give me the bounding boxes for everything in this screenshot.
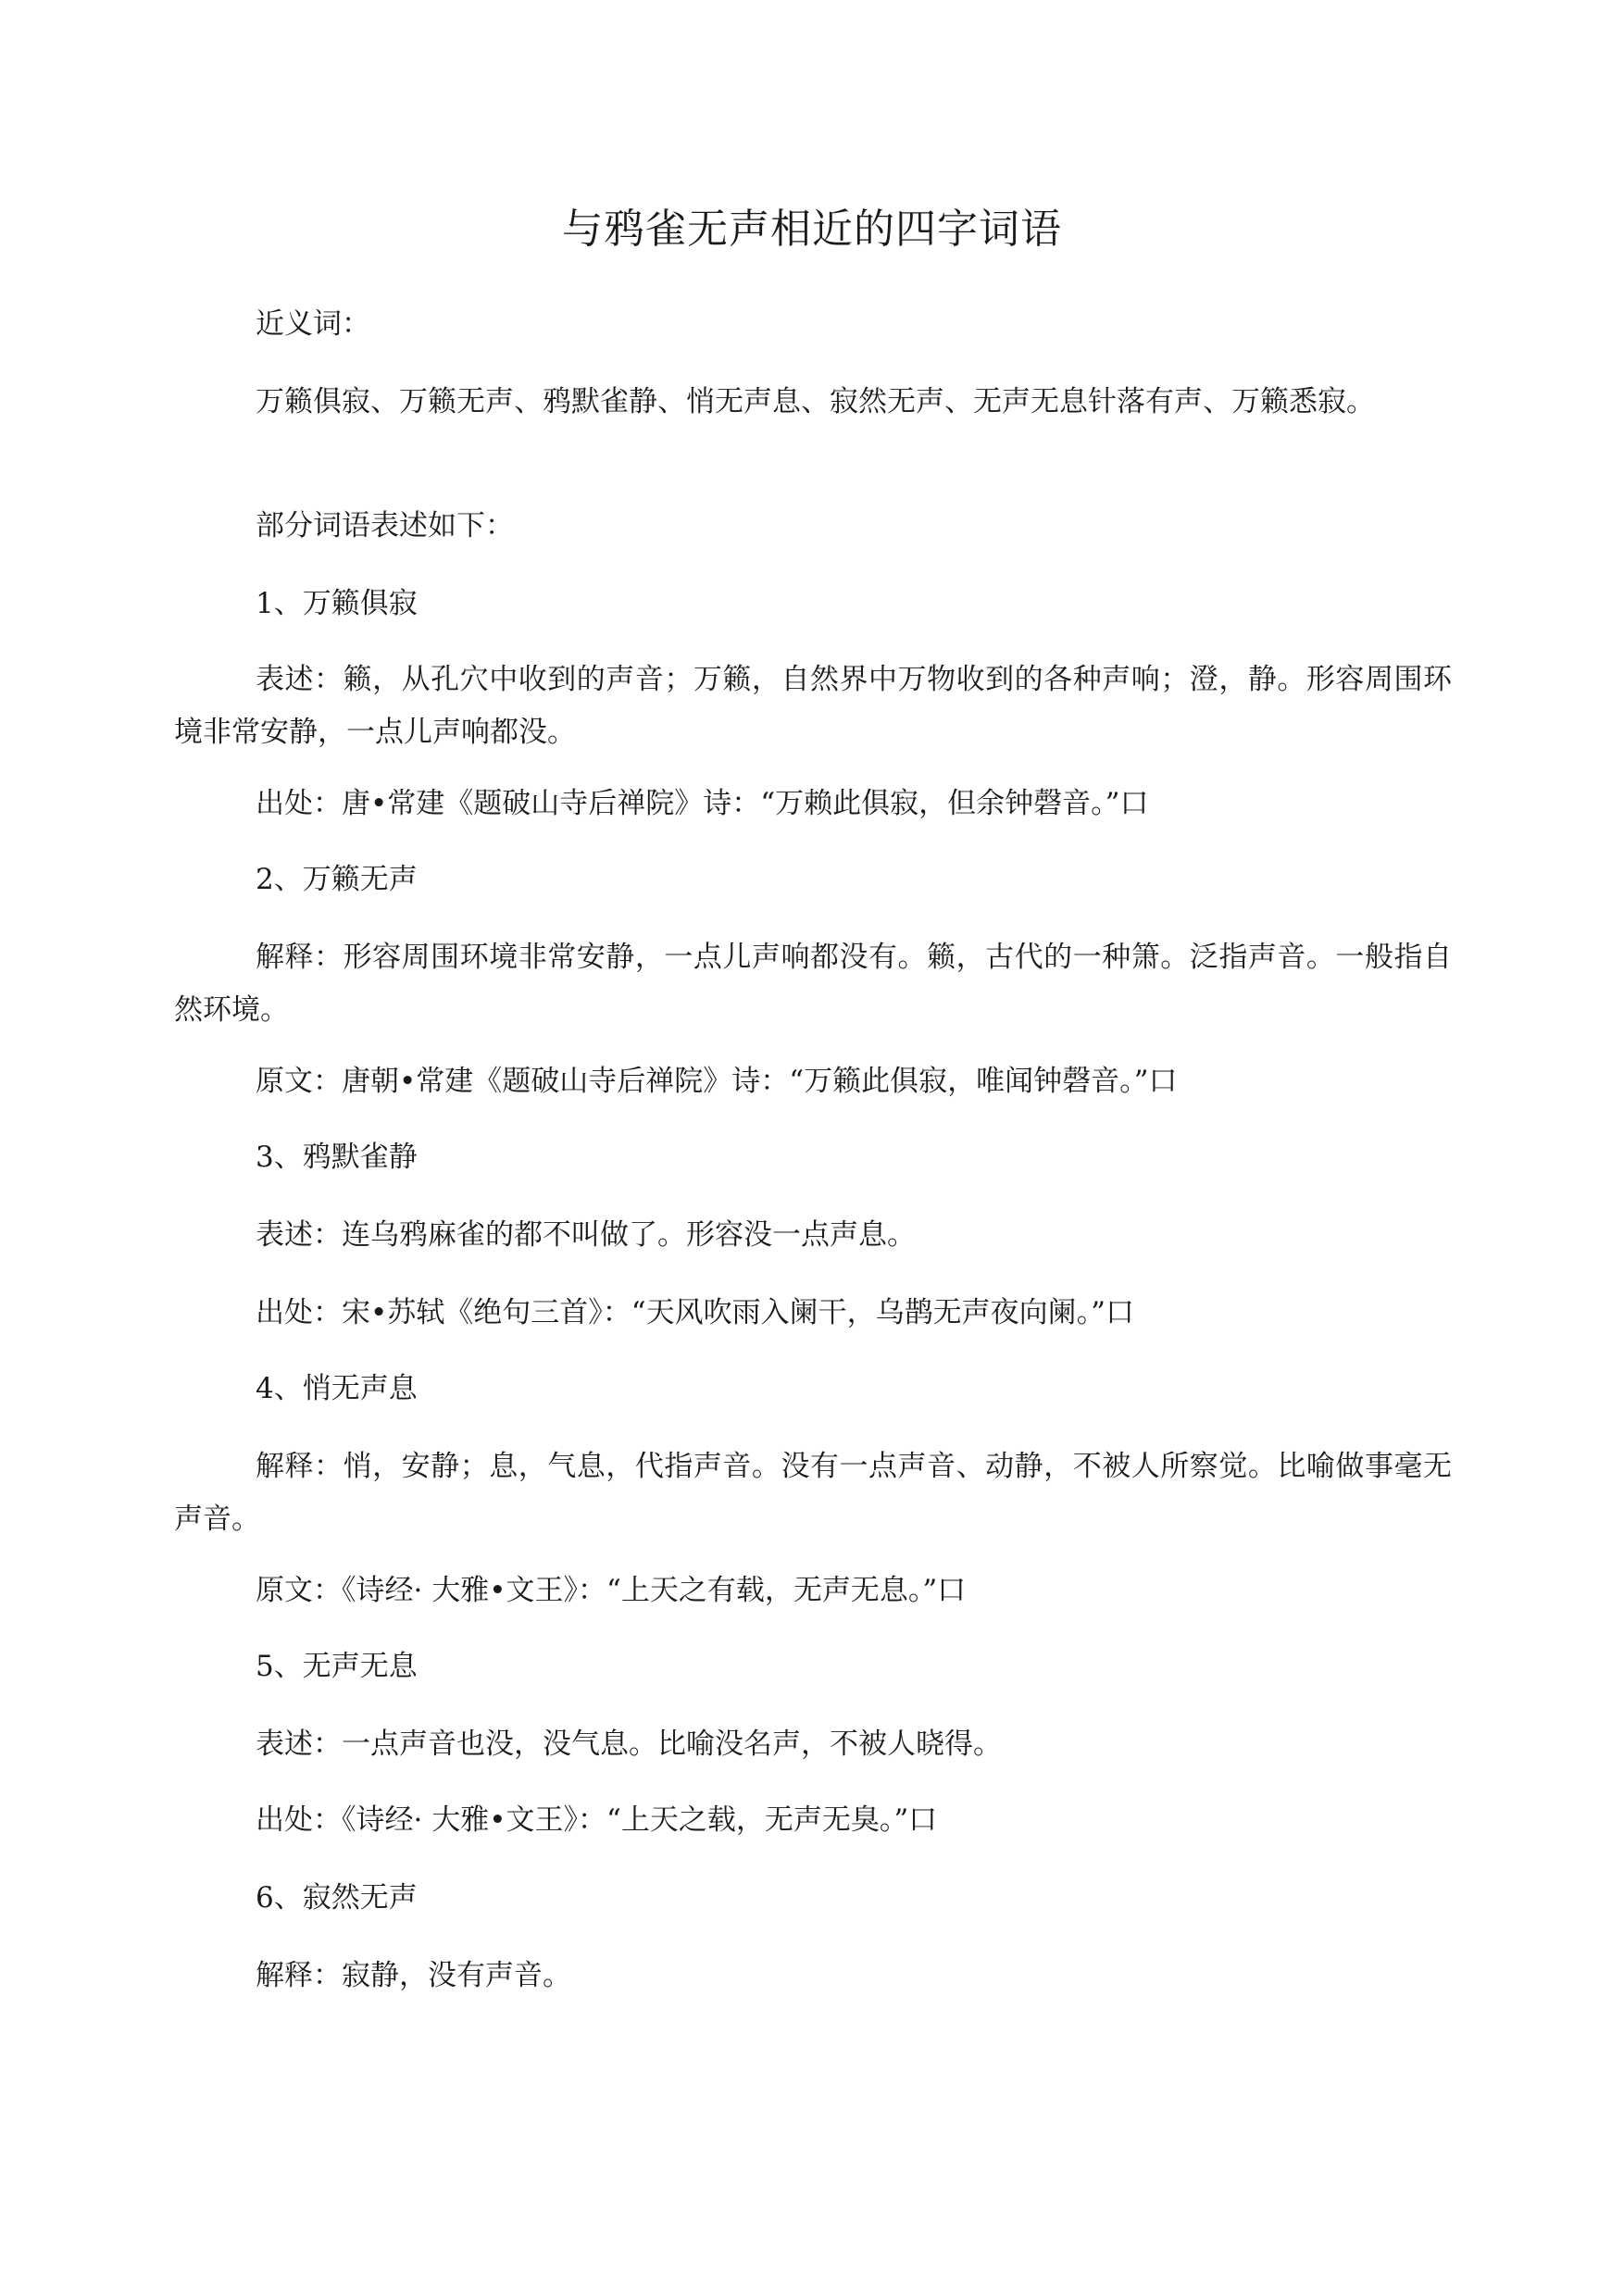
item-heading-6: 6、寂然无声 — [256, 1881, 418, 1915]
item-4-explanation: 解释：悄，安静；息，气息，代指声音。没有一点声音、动静，不被人所察觉。比喻做事毫无声音。 — [174, 1450, 1452, 1536]
item-1-source: 出处：唐•常建《题破山寺后禅院》诗：“万赖此俱寂，但余钟磬音。”口 — [256, 787, 1149, 820]
item-4-source: 原文：《诗经· 大雅•文王》：“上天之有载，无声无息。”口 — [256, 1574, 967, 1607]
item-heading-2: 2、万籁无声 — [256, 863, 418, 896]
paragraph-synonyms-list: 万籁俱寂、万籁无声、鸦默雀静、悄无声息、寂然无声、无声无息针落有声、万籁悉寂。 — [256, 385, 1375, 418]
item-5-source: 出处：《诗经· 大雅•文王》：“上天之载，无声无臭。”口 — [256, 1803, 938, 1837]
item-3-explanation: 表述：连乌鸦麻雀的都不叫做了。形容没一点声息。 — [256, 1218, 916, 1252]
item-heading-4: 4、悄无声息 — [256, 1372, 418, 1405]
item-6-explanation: 解释：寂静，没有声音。 — [256, 1959, 571, 1992]
item-heading-1: 1、万籁俱寂 — [256, 587, 418, 620]
item-heading-3: 3、鸦默雀静 — [256, 1141, 418, 1174]
document-title: 与鸦雀无声相近的四字词语 — [562, 206, 1062, 253]
item-2-explanation: 解释：形容周围环境非常安静，一点儿声响都没有。籁，古代的一种箫。泛指声音。一般指自然环境。 — [174, 941, 1452, 1027]
item-1-explanation: 表述：籁，从孔穴中收到的声音；万籁，自然界中万物收到的各种声响；澄，静。形容周围环境非常安静，一点儿声响都没。 — [174, 663, 1452, 749]
paragraph-synonyms-heading: 近义词： — [256, 307, 370, 341]
item-heading-5: 5、无声无息 — [256, 1650, 418, 1683]
item-2-source: 原文：唐朝•常建《题破山寺后禅院》诗：“万籁此俱寂，唯闻钟磬音。”口 — [256, 1065, 1178, 1098]
paragraph-intro: 部分词语表述如下： — [256, 509, 514, 543]
item-3-source: 出处：宋•苏轼《绝句三首》：“天风吹雨入阑干，乌鹊无声夜向阑。”口 — [256, 1296, 1134, 1329]
item-5-explanation: 表述：一点声音也没，没气息。比喻没名声，不被人晓得。 — [256, 1727, 1002, 1761]
